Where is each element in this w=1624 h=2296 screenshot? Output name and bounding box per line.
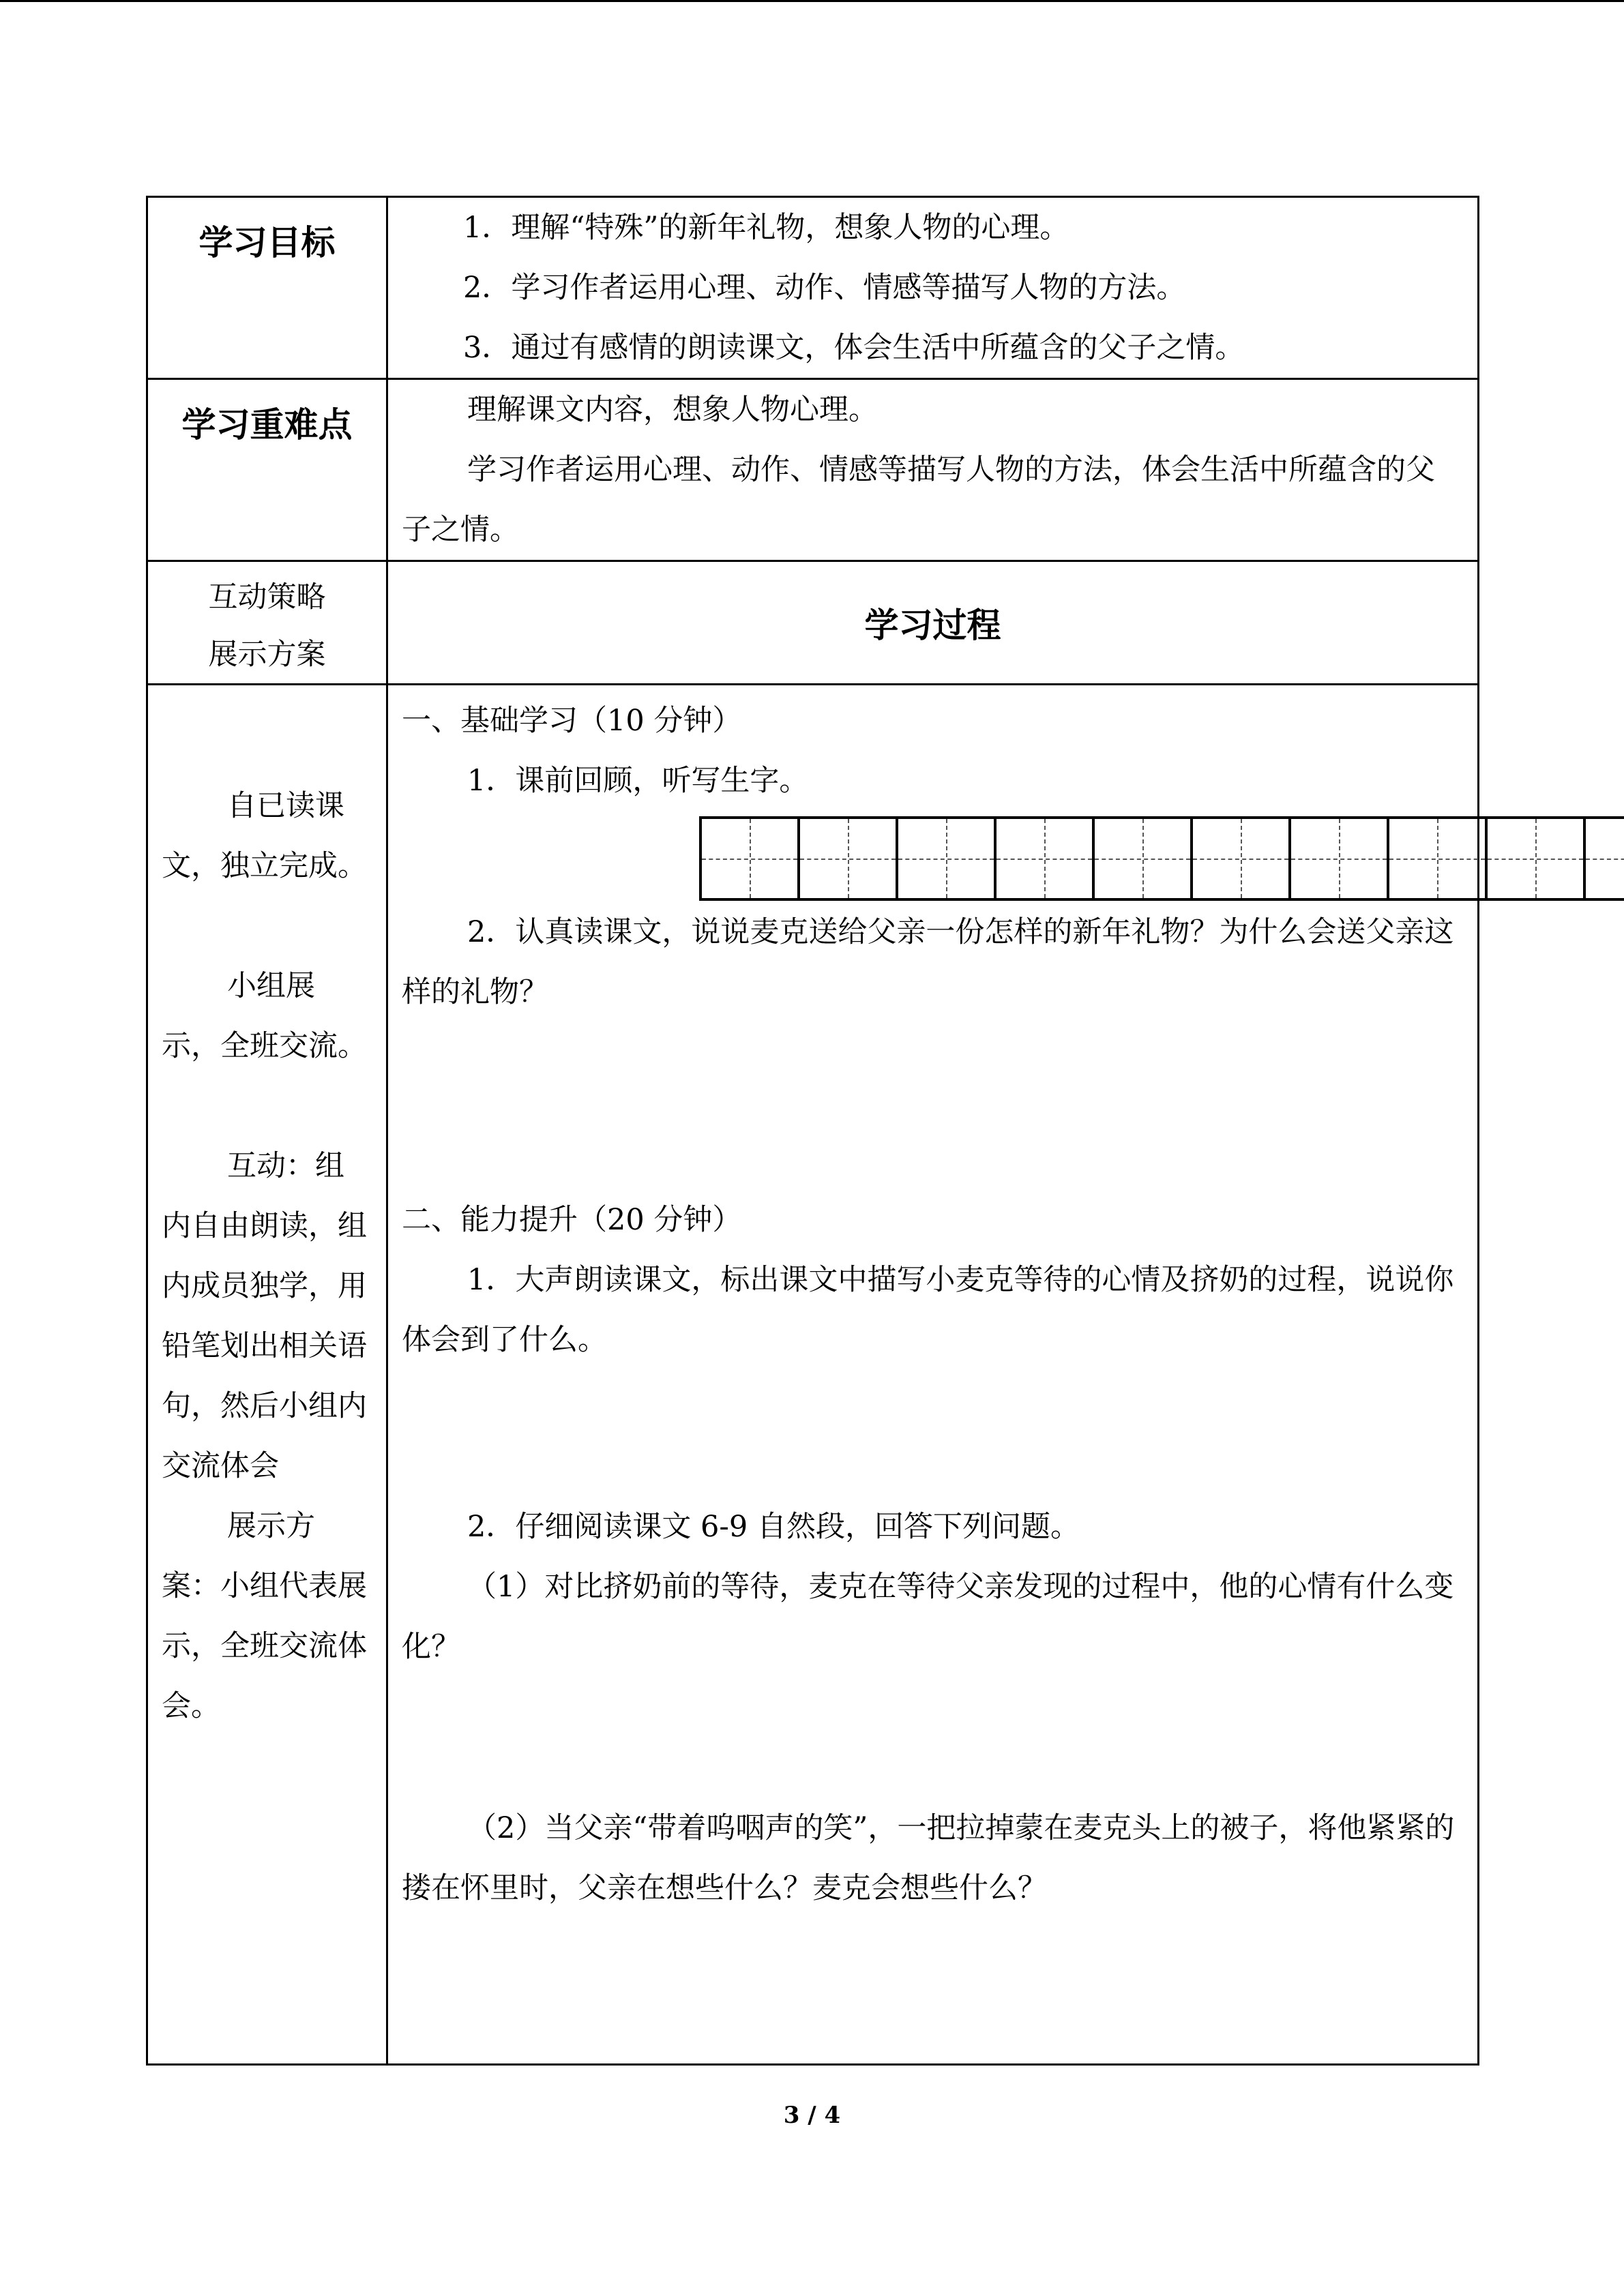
process-content [387, 685, 1479, 2065]
writing-grid-box[interactable] [996, 819, 1095, 898]
goals-content [387, 197, 1479, 379]
process-body-row [147, 685, 1479, 2065]
key-points-label: 学习重难点 [147, 379, 387, 561]
process-title: 学习过程 [387, 561, 1479, 685]
question: 1．课前回顾，听写生字。 [467, 764, 809, 798]
writing-grid-area [388, 811, 1477, 902]
question: 2．仔细阅读课文 6-9 自然段，回答下列问题。 [467, 1510, 1080, 1544]
writing-grid-box[interactable] [1095, 819, 1193, 898]
sub-question: （2）当父亲“带着呜咽声的笑”，一把拉掉蒙在麦克头上的被子，将他紧紧的搂在怀里时，父亲在想些什么？麦克会想些什么？ [402, 1811, 1455, 1905]
section-title: 一、基础学习（10 分钟） [402, 704, 742, 738]
question: 1．大声朗读课文，标出课文中描写小麦克等待的心情及挤奶的过程，说说你体会到了什么。 [402, 1263, 1454, 1357]
strategy-note: 互动：组内自由朗读，组内成员独学，用铅笔划出相关语句，然后小组内交流体会 [162, 1149, 367, 1483]
section-title: 二、能力提升（20 分钟） [402, 1203, 742, 1237]
goal-item: 2．学习作者运用心理、动作、情感等描写人物的方法。 [463, 271, 1186, 305]
writing-grid[interactable] [699, 816, 1624, 901]
goals-label: 学习目标 [147, 197, 387, 379]
writing-grid-box[interactable] [702, 819, 800, 898]
key-points-row [147, 379, 1479, 561]
page-top-border [0, 0, 1624, 2]
strategy-note: 展示方案：小组代表展示，全班交流体会。 [162, 1509, 367, 1723]
page-number: 3 / 4 [783, 2102, 841, 2129]
goals-row [147, 197, 1479, 379]
strategy-header [147, 561, 387, 685]
key-points-content [387, 379, 1479, 561]
writing-grid-box[interactable] [1586, 819, 1624, 898]
writing-grid-box[interactable] [1193, 819, 1291, 898]
strategy-notes [147, 685, 387, 2065]
writing-grid-box[interactable] [800, 819, 898, 898]
key-point-paragraph: 学习作者运用心理、动作、情感等描写人物的方法，体会生活中所蕴含的父子之情。 [402, 453, 1435, 547]
key-point-line: 理解课文内容，想象人物心理。 [467, 393, 878, 427]
question: 2．认真读课文，说说麦克送给父亲一份怎样的新年礼物？为什么会送父亲这样的礼物？ [402, 915, 1454, 1009]
goal-item: 1．理解“特殊”的新年礼物，想象人物的心理。 [463, 211, 1069, 245]
goal-item: 3．通过有感情的朗读课文，体会生活中所蕴含的父子之情。 [463, 331, 1245, 365]
writing-grid-box[interactable] [898, 819, 996, 898]
strategy-header-line: 互动策略 [208, 580, 326, 614]
sub-question: （1）对比挤奶前的等待，麦克在等待父亲发现的过程中，他的心情有什么变化？ [402, 1570, 1454, 1664]
lesson-plan-table [146, 196, 1479, 2066]
writing-grid-box[interactable] [1488, 819, 1586, 898]
strategy-note: 小组展示，全班交流。 [162, 969, 367, 1063]
writing-grid-box[interactable] [1389, 819, 1488, 898]
process-header-row [147, 561, 1479, 685]
strategy-note: 自已读课文，独立完成。 [162, 789, 367, 883]
writing-grid-box[interactable] [1291, 819, 1389, 898]
strategy-header-line: 展示方案 [208, 638, 326, 672]
